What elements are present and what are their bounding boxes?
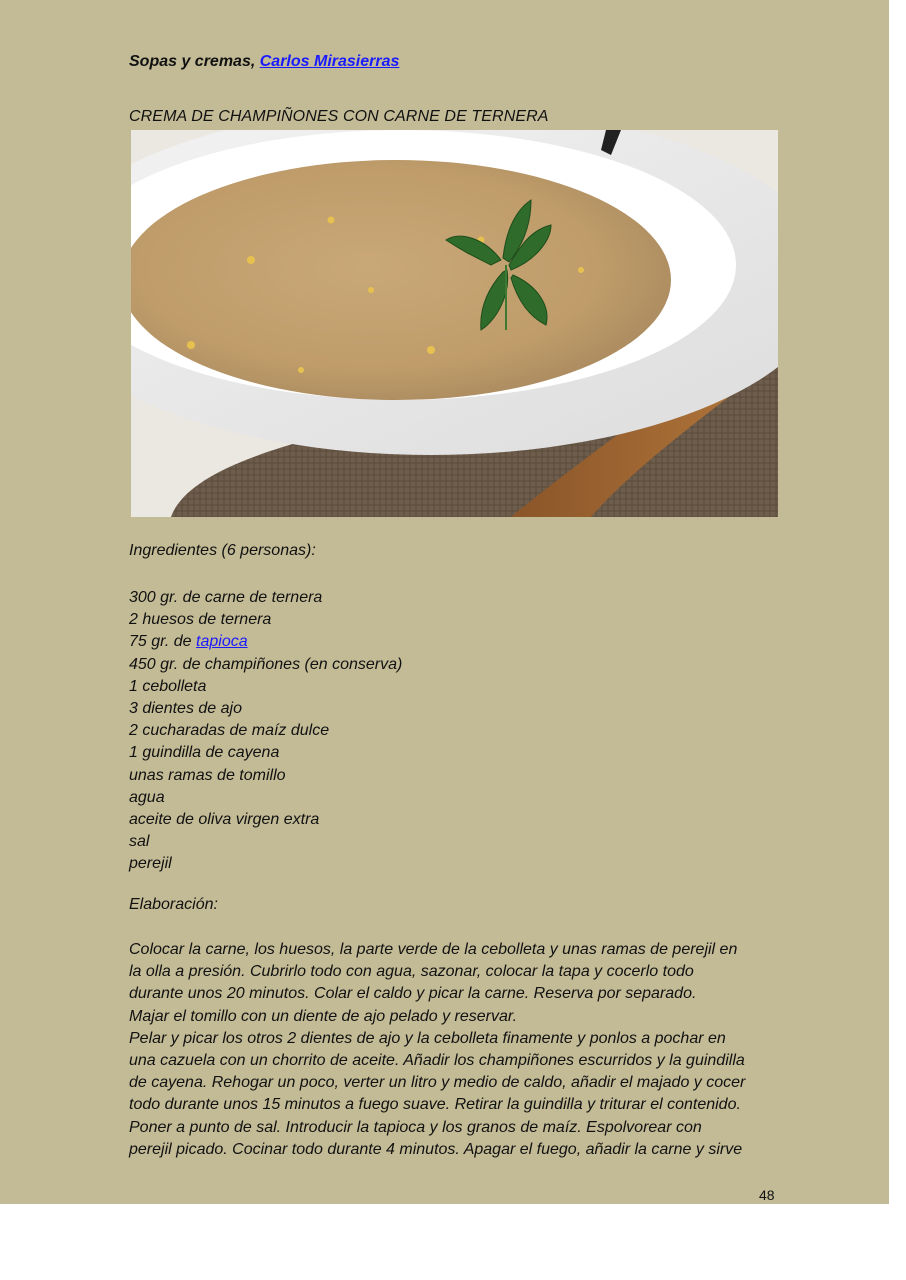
ingredient-item: unas ramas de tomillo	[129, 766, 286, 784]
elaboration-line: una cazuela con un chorrito de aceite. Añadir los champiñones escurridos y la guindilla	[129, 1052, 745, 1070]
ingredient-item: perejil	[129, 855, 172, 873]
ingredient-item: 3 dientes de ajo	[129, 699, 242, 717]
elaboration-heading: Elaboración:	[129, 896, 218, 913]
recipe-title: CREMA DE CHAMPIÑONES CON CARNE DE TERNERA	[129, 108, 549, 125]
ingredients-list	[129, 587, 402, 875]
soup-photo	[131, 130, 778, 517]
ingredients-heading: Ingredientes (6 personas):	[129, 542, 316, 559]
ingredient-text: 75 gr. de	[129, 633, 197, 651]
ingredient-item: sal	[129, 833, 150, 851]
page-number: 48	[759, 1187, 775, 1203]
ingredient-item: agua	[129, 788, 165, 806]
ingredient-item: 2 huesos de ternera	[129, 611, 272, 629]
ingredient-item: 450 gr. de champiñones (en conserva)	[129, 655, 403, 673]
elaboration-line: Pelar y picar los otros 2 dientes de ajo y la cebolleta finamente y ponlos a pochar en	[129, 1029, 726, 1047]
ingredient-item-tapioca	[129, 631, 402, 653]
elaboration-line: de cayena. Rehogar un poco, verter un litro y medio de caldo, añadir el majado y cocer	[129, 1074, 746, 1092]
elaboration-line: la olla a presión. Cubrirlo todo con agua, sazonar, colocar la tapa y cocerlo todo	[129, 963, 694, 981]
tapioca-link[interactable]: tapioca	[196, 633, 248, 651]
ingredient-item: 300 gr. de carne de ternera	[129, 589, 323, 606]
elaboration-text	[129, 939, 779, 1161]
elaboration-line: perejil picado. Cocinar todo durante 4 minutos. Apagar el fuego, añadir la carne y sirve	[129, 1140, 743, 1158]
header-prefix: Sopas y cremas,	[129, 53, 256, 70]
elaboration-line: Majar el tomillo con un diente de ajo pelado y reservar.	[129, 1007, 518, 1025]
ingredient-item: 2 cucharadas de maíz dulce	[129, 722, 330, 740]
ingredient-item: aceite de oliva virgen extra	[129, 810, 320, 828]
elaboration-line: todo durante unos 15 minutos a fuego suave. Retirar la guindilla y triturar el contenido.	[129, 1096, 741, 1114]
author-link[interactable]: Carlos Mirasierras	[259, 53, 400, 70]
page-header	[129, 53, 399, 71]
elaboration-line: Colocar la carne, los huesos, la parte verde de la cebolleta y unas ramas de perejil en	[129, 941, 738, 958]
elaboration-line: durante unos 20 minutos. Colar el caldo y picar la carne. Reserva por separado.	[129, 985, 697, 1003]
ingredient-item: 1 cebolleta	[129, 677, 207, 695]
elaboration-line: Poner a punto de sal. Introducir la tapioca y los granos de maíz. Espolvorear con	[129, 1118, 702, 1136]
ingredient-item: 1 guindilla de cayena	[129, 744, 280, 762]
